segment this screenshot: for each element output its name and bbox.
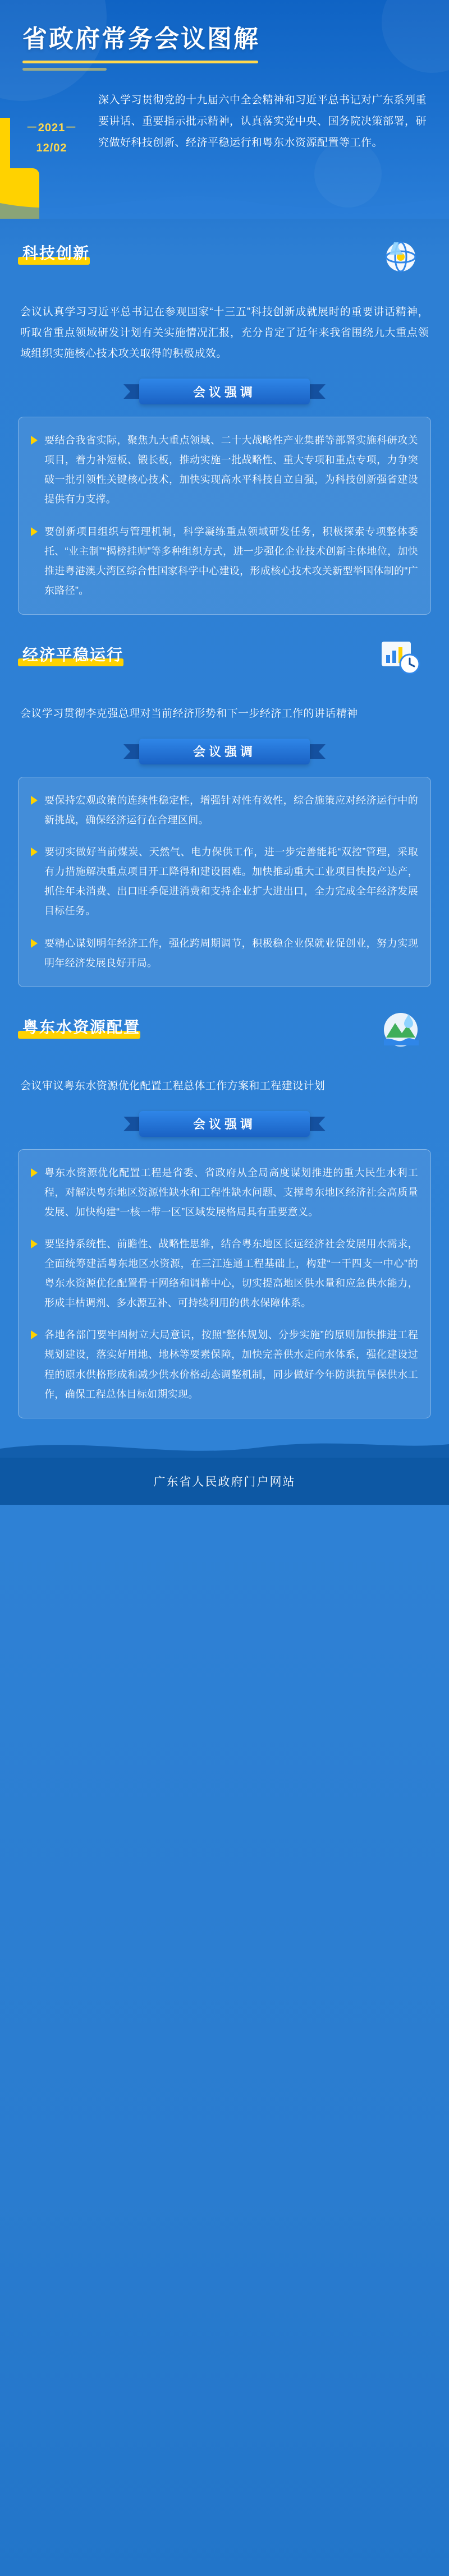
section-title: 粤东水资源配置 [22, 1018, 141, 1036]
meeting-date [18, 118, 85, 158]
triangle-bullet-icon [31, 847, 38, 856]
list-item [31, 934, 418, 973]
list-item-text: 要创新项目组织与管理机制，科学凝练重点领域研发任务，积极探索专项整体委托、“业主制”“揭榜挂帅”等多种组织方式，进一步强化企业技术创新主体地位，加快推进粤港澳大湾区综合性国家科学中心建设，形成核心技术攻关新型举国体制的“广东路径”。 [44, 526, 418, 596]
title-underline [22, 61, 258, 63]
footer-wave-divider [0, 1436, 449, 1459]
list-item-text: 要精心谋划明年经济工作，强化跨周期调节，积极稳企业保就业促创业，努力实现明年经济发展良好开局。 [44, 937, 418, 969]
list-item-text: 要保持宏观政策的连续性稳定性，增强针对性有效性，综合施策应对经济运行中的新挑战，确保经济运行在合理区间。 [44, 794, 418, 826]
list-item-text: 粤东水资源优化配置工程是省委、省政府从全局高度谋划推进的重大民生水利工程，对解决粤东地区资源性缺水和工程性缺水问题、支撑粤东地区经济社会高质量发展、加快构建“一核一带一区”区域发展格局具有重要意义。 [44, 1167, 418, 1218]
list-item [31, 1234, 418, 1313]
ribbon-label: 会议强调 [139, 1111, 310, 1137]
section-title-box [20, 1012, 143, 1040]
section-header [20, 238, 429, 292]
section-economy-stability [0, 639, 449, 993]
science-lab-icon [377, 232, 424, 279]
ribbon-label: 会议强调 [139, 379, 310, 404]
list-item [31, 791, 418, 830]
section-header [20, 1012, 429, 1066]
section-title-box [20, 238, 92, 266]
bullet-card [18, 417, 431, 615]
triangle-bullet-icon [31, 1168, 38, 1177]
triangle-bullet-icon [31, 436, 38, 445]
triangle-bullet-icon [31, 939, 38, 948]
section-lead: 会议认真学习习近平总书记在参观国家“十三五”科技创新成就展时的重要讲话精神，听取省重点领域研发计划有关实施情况汇报，充分肯定了近年来我省围绕九大重点领域组织实施核心技术攻关取得的积极成效。 [20, 306, 429, 360]
page-footer [0, 1458, 449, 1505]
title-underline-short [22, 68, 107, 71]
section-header [20, 639, 429, 693]
triangle-bullet-icon [31, 1330, 38, 1339]
header-wave-divider [0, 186, 449, 219]
decorative-circle [382, 0, 449, 73]
ribbon-meeting-emphasis [123, 1111, 326, 1137]
bullet-card [18, 1149, 431, 1418]
ribbon-meeting-emphasis [123, 379, 326, 404]
water-mountain-icon [377, 1006, 424, 1053]
ribbon-meeting-emphasis [123, 739, 326, 764]
page-header [0, 0, 449, 219]
bullet-card [18, 777, 431, 987]
section-lead: 会议学习贯彻李克强总理对当前经济形势和下一步经济工作的讲话精神 [20, 707, 358, 720]
triangle-bullet-icon [31, 1239, 38, 1248]
list-item [31, 431, 418, 509]
accent-bar-left [0, 118, 10, 168]
header-title-wrap [22, 26, 260, 71]
section-science-innovation [0, 238, 449, 620]
list-item [31, 842, 418, 921]
list-item [31, 1163, 418, 1222]
triangle-bullet-icon [31, 527, 38, 536]
section-lead: 会议审议粤东水资源优化配置工程总体工作方案和工程建设计划 [20, 1080, 326, 1092]
list-item-text: 要结合我省实际，聚焦九大重点领域、二十大战略性产业集群等部署实施科研攻关项目，着力补短板、锻长板，推动实施一批战略性、重大专项和重点专项，力争突破一批引领性关键核心技术，加快实现高水平科技自立自强，为科技创新强省建设提供有力支撑。 [44, 435, 418, 505]
section-title-box [20, 639, 126, 667]
date-year: －2021－ [26, 122, 77, 134]
list-item-text: 各地各部门要牢固树立大局意识，按照“整体规划、分步实施”的原则加快推进工程规划建设，落实好用地、地林等要素保障，加快完善供水走向水体系，强化建设过程的原水供格形成和减少供水价格动态调整机制，同步做好今年防洪抗旱保供水工作，确保工程总体目标如期实现。 [44, 1329, 418, 1400]
footer-text: 广东省人民政府门户网站 [153, 1475, 296, 1489]
triangle-bullet-icon [31, 796, 38, 805]
page-title: 省政府常务会议图解 [22, 25, 260, 53]
ribbon-label: 会议强调 [139, 739, 310, 764]
date-day: 12/02 [36, 142, 67, 154]
list-item [31, 522, 418, 601]
chart-clock-icon [377, 634, 424, 681]
header-summary: 深入学习贯彻党的十九届六中全会精神和习近平总书记对广东系列重要讲话、重要指示批示精神，认真落实党中央、国务院决策部署，研究做好科技创新、经济平稳运行和粤东水资源配置等工作。 [98, 94, 427, 149]
list-item-text: 要切实做好当前煤炭、天然气、电力保供工作，进一步完善能耗“双控”管理，采取有力措施解决重点项目开工降得和建设困难。加快推动重大工业项目快投产达产，抓住年未消费、出口旺季促进消费和支持企业扩大进出口，全力完成全年经济发展目标任务。 [44, 846, 418, 917]
section-title: 经济平稳运行 [22, 646, 124, 663]
section-water-resources [0, 1012, 449, 1424]
list-item-text: 要坚持系统性、前瞻性、战略性思维，结合粤东地区长远经济社会发展用水需求，全面统筹建活粤东地区水资源，在三江连通工程基础上，构建“一干四支一中心”的粤东水资源优化配置骨干网络和调蓄中心，切实提高地区供水量和应急供水能力，形成丰枯调剂、多水源互补、可持续利用的供水保障体系。 [44, 1238, 418, 1309]
section-title: 科技创新 [22, 245, 90, 262]
list-item [31, 1325, 418, 1404]
